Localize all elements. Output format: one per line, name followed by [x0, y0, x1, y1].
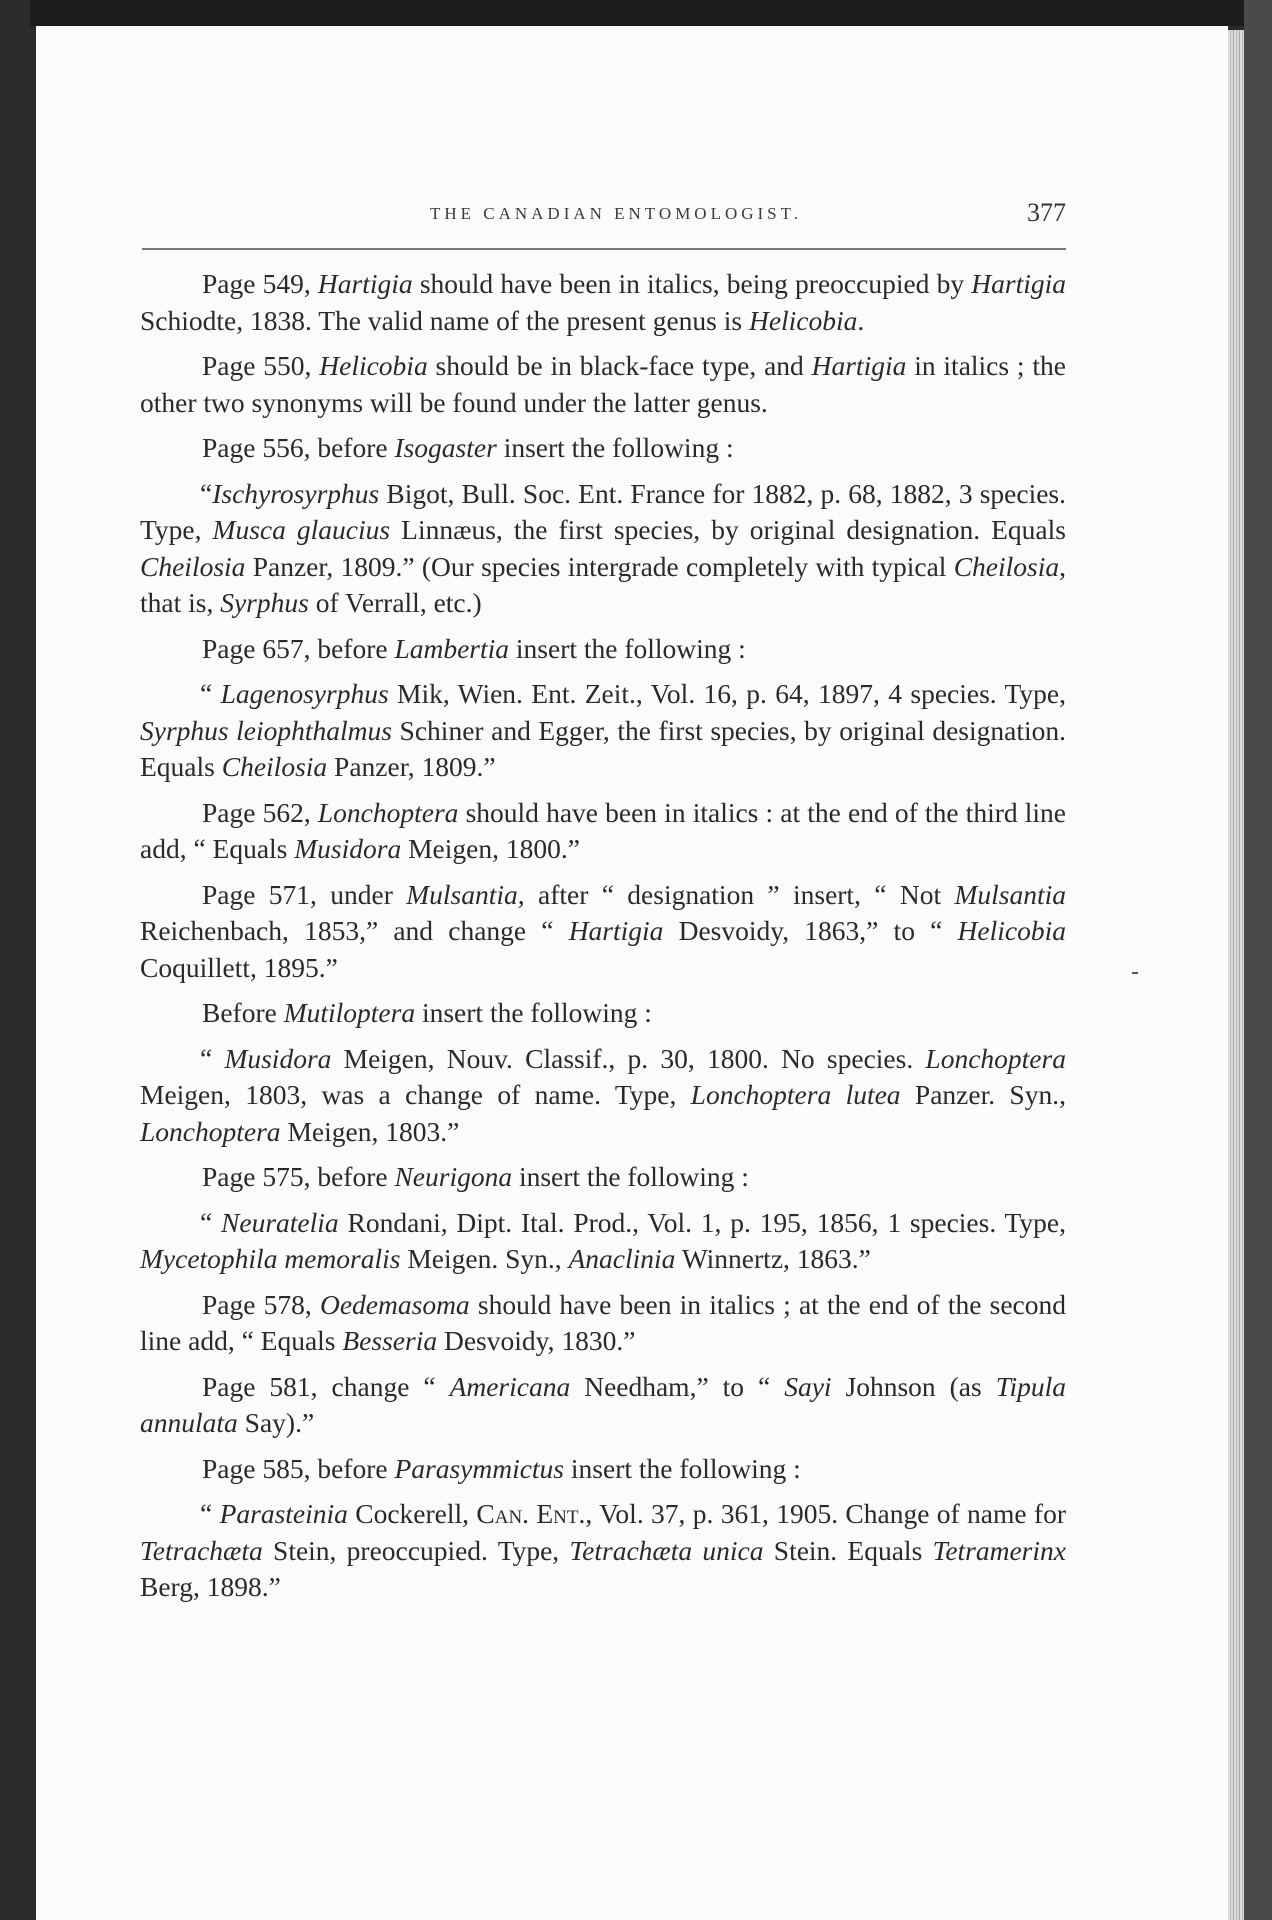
quote-lagenosyrphus: “ Lagenosyrphus Mik, Wien. Ent. Zeit., Vol. 16, p. 64, 1897, 4 species. Type, Syrphus leiophthalmus Schiner and Egger, the first species, by original designation. Equals Cheilosia Panzer, 1809.” [140, 678, 1066, 782]
page-number: 377 [1027, 198, 1066, 227]
scan-top-border [0, 0, 1272, 26]
paragraph-page-585: Page 585, before Parasymmictus insert the following : [202, 1452, 801, 1484]
paragraph-page-657: Page 657, before Lambertia insert the following : [202, 632, 746, 664]
journal-page [36, 26, 1228, 1920]
scan-right-border [1244, 0, 1272, 1920]
running-title: THE CANADIAN ENTOMOLOGIST. [429, 204, 803, 223]
paragraph-page-581: Page 581, change “ Americana Needham,” to “ Sayi Johnson (as Tipula annulata Say).” [140, 1370, 1067, 1438]
paragraph-page-578: Page 578, Oedemasoma should have been in italics ; at the end of the second line add, “ Equals Besseria Desvoidy, 1830.” [140, 1288, 1066, 1356]
paragraph-page-571: Page 571, under Mulsantia, after “ designation ” insert, “ Not Mulsantia Reichenbach, 1853,” and change “ Hartigia Desvoidy, 1863,” to “ Helicobia Coquillett, 1895.” [140, 878, 1066, 983]
quote-ischyrosyrphus: “Ischyrosyrphus Bigot, Bull. Soc. Ent. France for 1882, p. 68, 1882, 3 species. Type, Musca glaucius Linnæus, the first species, by original designation. Equals Cheilosia Panzer, 1809.” (Our species intergrade completely with typical Cheilosia, that is, Syrphus of Verrall, etc.) [140, 477, 1066, 618]
quote-neuratelia: “ Neuratelia Rondani, Dipt. Ital. Prod., Vol. 1, p. 195, 1856, 1 species. Type, Mycetophila memoralis Meigen. Syn., Anaclinia Winnertz, 1863.” [140, 1206, 1066, 1274]
article-body [140, 266, 1066, 1615]
paragraph-page-556: Page 556, before Isogaster insert the following : [202, 432, 734, 463]
margin-mark [1132, 972, 1138, 974]
header-rule [142, 248, 1066, 250]
page-header [36, 198, 1228, 244]
paragraph-page-562: Page 562, Lonchoptera should have been in italics : at the end of the third line add, “ Equals Musidora Meigen, 1800.” [140, 796, 1066, 864]
paragraph-page-549: Page 549, Hartigia should have been in italics, being preoccupied by Hartigia Schiodte, 1838. The valid name of the present genus is Helicobia. [140, 268, 1066, 336]
page-edge-strip [1228, 30, 1244, 1920]
quote-parasteinia: “ Parasteinia Cockerell, Can. Ent., Vol. 37, p. 361, 1905. Change of name for Tetrachæta Stein, preoccupied. Type, Tetrachæta unica Stein. Equals Tetramerinx Berg, 1898.” [140, 1498, 1066, 1602]
quote-musidora: “ Musidora Meigen, Nouv. Classif., p. 30, 1800. No species. Lonchoptera Meigen, 1803, was a change of name. Type, Lonchoptera lutea Panzer. Syn., Lonchoptera Meigen, 1803.” [140, 1042, 1066, 1147]
paragraph-page-575: Page 575, before Neurigona insert the following : [202, 1161, 749, 1192]
scan-left-border [0, 0, 30, 1920]
paragraph-mutiloptera: Before Mutiloptera insert the following : [202, 997, 652, 1028]
paragraph-page-550: Page 550, Helicobia should be in black-face type, and Hartigia in italics ; the other two synonyms will be found under the latter genus. [140, 350, 1066, 418]
